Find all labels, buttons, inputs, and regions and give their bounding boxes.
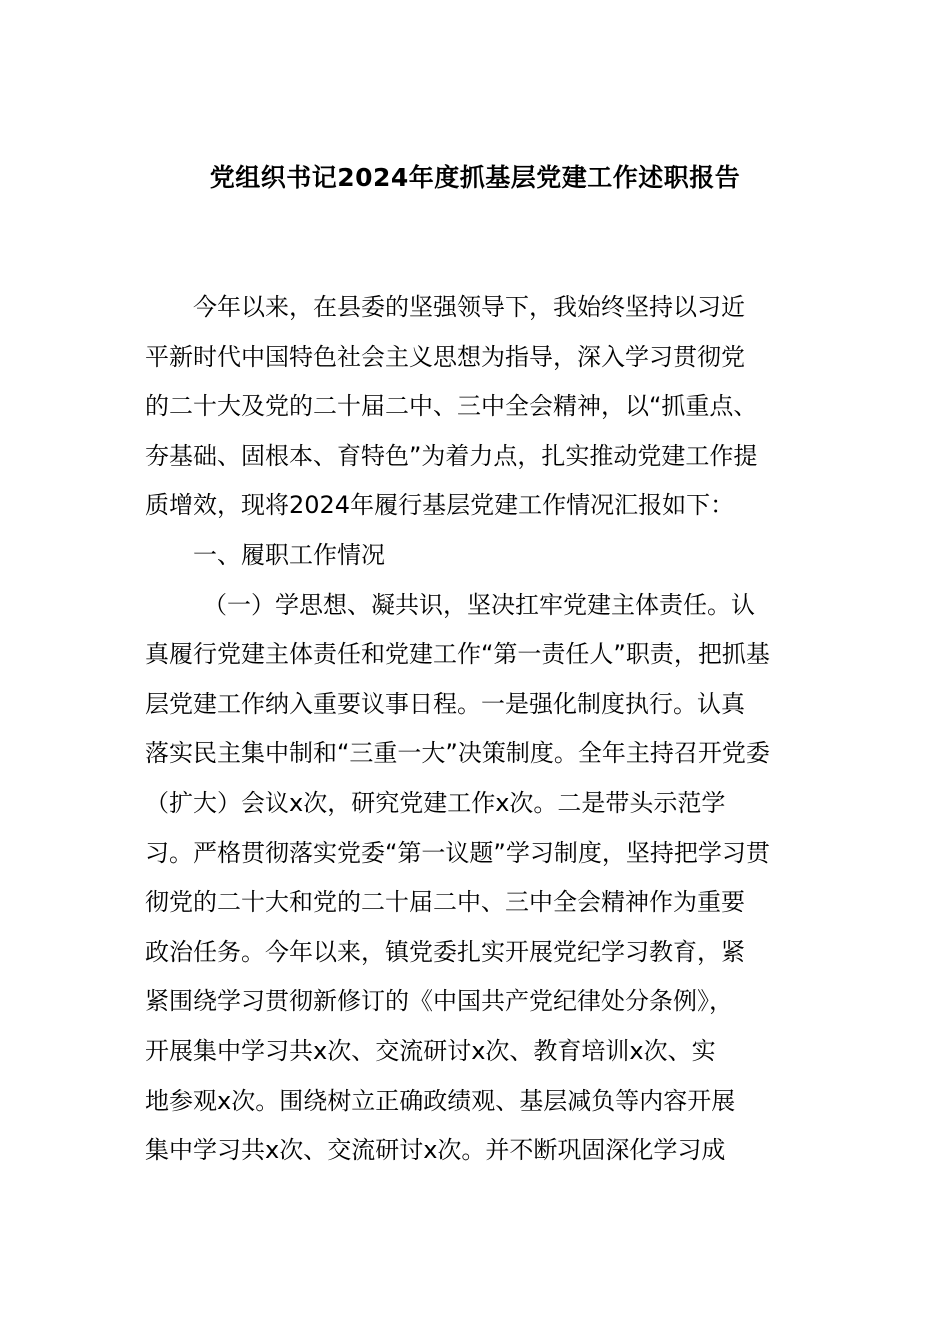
- paragraph-line: （一）学思想、凝共识，坚决扛牢党建主体责任。认: [203, 590, 755, 619]
- document-title: 党组织书记2024年度抓基层党建工作述职报告: [209, 163, 741, 192]
- paragraph-line: 政治任务。今年以来，镇党委扎实开展党纪学习教育，紧: [145, 937, 745, 966]
- paragraph-line: 地参观x次。围绕树立正确政绩观、基层减负等内容开展: [145, 1086, 736, 1115]
- paragraph-line: 集中学习共x次、交流研讨x次。并不断巩固深化学习成: [145, 1136, 726, 1165]
- paragraph-line: 质增效，现将2024年履行基层党建工作情况汇报如下：: [145, 491, 735, 520]
- paragraph-line: （扩大）会议x次，研究党建工作x次。二是带头示范学: [145, 788, 726, 817]
- paragraph-line: 夯基础、固根本、育特色”为着力点，扎实推动党建工作提: [145, 441, 758, 470]
- paragraph-line: 开展集中学习共x次、交流研讨x次、教育培训x次、实: [145, 1036, 716, 1065]
- paragraph-line: 习。严格贯彻落实党委“第一议题”学习制度，坚持把学习贯: [145, 838, 770, 867]
- paragraph-line: 紧围绕学习贯彻新修订的《中国共产党纪律处分条例》，: [145, 987, 733, 1016]
- paragraph-line: 的二十大及党的二十届二中、三中全会精神，以“抓重点、: [145, 392, 758, 421]
- paragraph-line: 层党建工作纳入重要议事日程。一是强化制度执行。认真: [145, 689, 745, 718]
- document-body: [145, 283, 809, 1176]
- paragraph-line: 落实民主集中制和“三重一大”决策制度。全年主持召开党委: [145, 739, 770, 768]
- section-heading: 一、履职工作情况: [193, 540, 385, 569]
- paragraph-line: 彻党的二十大和党的二十届二中、三中全会精神作为重要: [145, 888, 745, 917]
- paragraph-line: 真履行党建主体责任和党建工作“第一责任人”职责，把抓基: [145, 640, 770, 669]
- paragraph-line: 平新时代中国特色社会主义思想为指导，深入学习贯彻党: [145, 342, 745, 371]
- paragraph-line: 今年以来，在县委的坚强领导下，我始终坚持以习近: [193, 293, 745, 321]
